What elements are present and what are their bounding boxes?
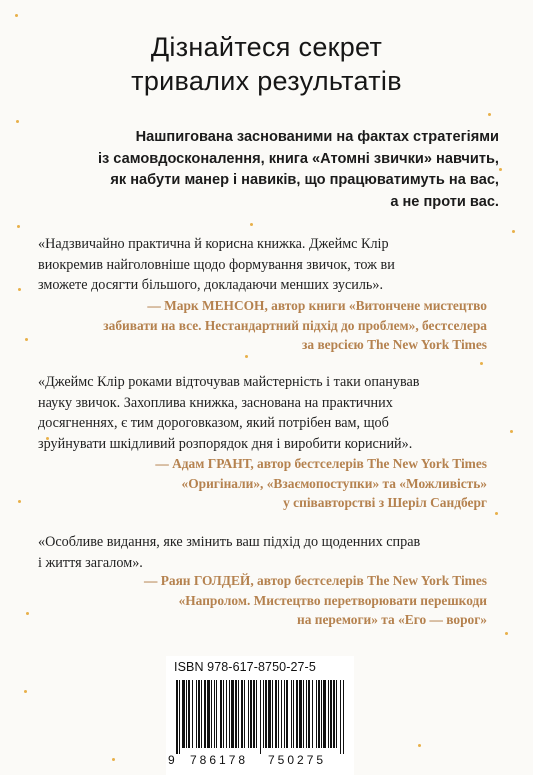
barcode-bar	[204, 680, 206, 748]
barcode-bar	[321, 680, 322, 748]
barcode-bar	[275, 680, 277, 748]
barcode-bar	[268, 680, 271, 748]
decor-dot	[499, 168, 502, 171]
barcode-bar	[198, 680, 200, 748]
barcode-digit-lead: 9	[168, 753, 175, 767]
barcode-bar	[281, 680, 282, 748]
attribution-line: на перемоги» та «Его — ворог»	[297, 612, 487, 627]
barcode-bar	[188, 680, 190, 748]
attribution-line: — Марк МЕНСОН, автор книги «Витончене мистецтво	[147, 298, 487, 313]
barcode-bar	[196, 680, 197, 748]
decor-dot	[495, 512, 498, 515]
decor-dot	[18, 288, 21, 291]
barcode-bar	[179, 680, 180, 754]
decor-dot	[16, 120, 19, 123]
barcode-bar	[211, 680, 212, 748]
barcode-bar	[250, 680, 252, 748]
barcode-bar	[248, 680, 249, 748]
attribution-line: — Раян ГОЛДЕЙ, автор бестселерів The New York Times	[143, 573, 487, 588]
review-attribution-holiday	[17, 571, 487, 630]
barcode-bar	[286, 680, 288, 748]
barcode-bar	[299, 680, 302, 748]
barcode-bar	[308, 680, 310, 748]
page-title	[0, 30, 533, 98]
barcode-bar	[343, 680, 344, 754]
barcode-bar	[330, 680, 332, 748]
review-quote-holiday	[38, 532, 498, 573]
barcode-bar	[316, 680, 317, 748]
barcode-bar	[318, 680, 320, 748]
isbn-number: ISBN 978-617-8750-27-5	[174, 660, 316, 674]
barcode-bar	[220, 680, 222, 748]
decor-dot	[17, 225, 20, 228]
barcode-bar	[235, 680, 237, 748]
barcode-bar	[229, 680, 230, 748]
decor-dot	[480, 362, 483, 365]
barcode-bar	[186, 680, 187, 748]
title-line: тривалих результатів	[131, 66, 402, 96]
barcode-bar	[192, 680, 193, 748]
barcode-bars	[176, 680, 346, 754]
review-attribution-grant	[17, 454, 487, 513]
barcode-bar	[216, 680, 217, 748]
barcode-bar	[241, 680, 243, 748]
attribution-line: — Адам ГРАНТ, автор бестселерів The New York Times	[155, 456, 487, 471]
barcode-bar	[278, 680, 279, 748]
decor-dot	[15, 14, 18, 17]
barcode-bar	[272, 680, 273, 748]
attribution-line: «Оригінали», «Взаємопоступки» та «Можливість»	[181, 475, 487, 491]
barcode-bar	[253, 680, 255, 748]
decor-dot	[510, 430, 513, 433]
attribution-line: забивати на все. Нестандартний підхід до проблем», бестселера	[103, 317, 487, 333]
title-line: Дізнайтеся секрет	[150, 32, 383, 62]
barcode-bar	[323, 680, 326, 748]
barcode-bar	[284, 680, 285, 748]
barcode-bar	[226, 680, 227, 748]
isbn-barcode	[166, 656, 354, 775]
quote-line: досягненнях, є тим дороговказом, який потрібен вам, щоб	[38, 415, 389, 431]
decor-dot	[245, 355, 248, 358]
barcode-bar	[340, 680, 341, 754]
decor-dot	[24, 690, 27, 693]
barcode-bar	[214, 680, 215, 748]
review-quote-grant	[38, 372, 498, 454]
barcode-bar	[238, 680, 239, 748]
barcode-bar	[293, 680, 294, 748]
quote-line: науку звичок. Захоплива книжка, заснована на практичних	[38, 394, 393, 411]
barcode-bar	[306, 680, 307, 748]
barcode-bar	[291, 680, 292, 748]
review-attribution-manson	[17, 296, 487, 355]
decor-dot	[250, 223, 253, 226]
barcode-bar	[201, 680, 202, 748]
lead-line: як набути манер і навиків, що працюватимуть на вас,	[110, 172, 499, 188]
barcode-bar	[336, 680, 337, 748]
barcode-digits-left: 786178	[190, 753, 249, 767]
quote-line: «Джеймс Клір роками відточував майстерність і таки опанував	[38, 374, 420, 390]
barcode-bar	[244, 680, 245, 748]
attribution-line: у співавторстві з Шеріл Сандберг	[283, 495, 487, 510]
barcode-digits-right: 750275	[268, 753, 327, 767]
quote-line: виокремив найголовніше щодо формування звичок, тож ви	[38, 256, 395, 273]
barcode-bar	[312, 680, 313, 748]
barcode-bar	[296, 680, 298, 748]
attribution-line: за версією The New York Times	[302, 337, 487, 352]
barcode-bar	[328, 680, 329, 748]
barcode-bar	[176, 680, 178, 754]
decor-dot	[418, 744, 421, 747]
quote-line: і життя загалом».	[38, 554, 143, 571]
quote-line: «Надзвичайно практична й корисна книжка. Джеймс Клір	[38, 236, 389, 252]
barcode-bar	[231, 680, 234, 748]
attribution-line: «Напролом. Мистецтво перетворювати перешкоди	[178, 592, 487, 608]
barcode-bar	[303, 680, 304, 748]
lead-line: із самовдосконалення, книга «Атомні звички» навчить,	[97, 150, 499, 167]
barcode-bar	[333, 680, 335, 748]
review-quote-manson	[38, 234, 498, 296]
barcode-bar	[265, 680, 267, 748]
decor-dot	[505, 632, 508, 635]
quote-line: «Особливе видання, яке змінить ваш підхід до щоденних справ	[38, 534, 421, 550]
barcode-bar	[263, 680, 264, 748]
decor-dot	[488, 113, 491, 116]
quote-line: зруйнувати шкідливий розпорядок дня і виробити корисний».	[38, 435, 413, 452]
barcode-bar	[256, 680, 257, 748]
barcode-bar	[207, 680, 210, 748]
barcode-bar	[260, 680, 261, 754]
quote-line: зможете досягти більшого, докладаючи менших зусиль».	[38, 277, 384, 293]
decor-dot	[512, 230, 515, 233]
barcode-bar	[223, 680, 224, 748]
lead-line: а не проти вас.	[390, 193, 499, 210]
lead-paragraph	[29, 127, 499, 213]
lead-line: Нашпигована заснованими на фактах стратегіями	[135, 129, 499, 145]
decor-dot	[112, 758, 115, 761]
barcode-bar	[182, 680, 185, 748]
